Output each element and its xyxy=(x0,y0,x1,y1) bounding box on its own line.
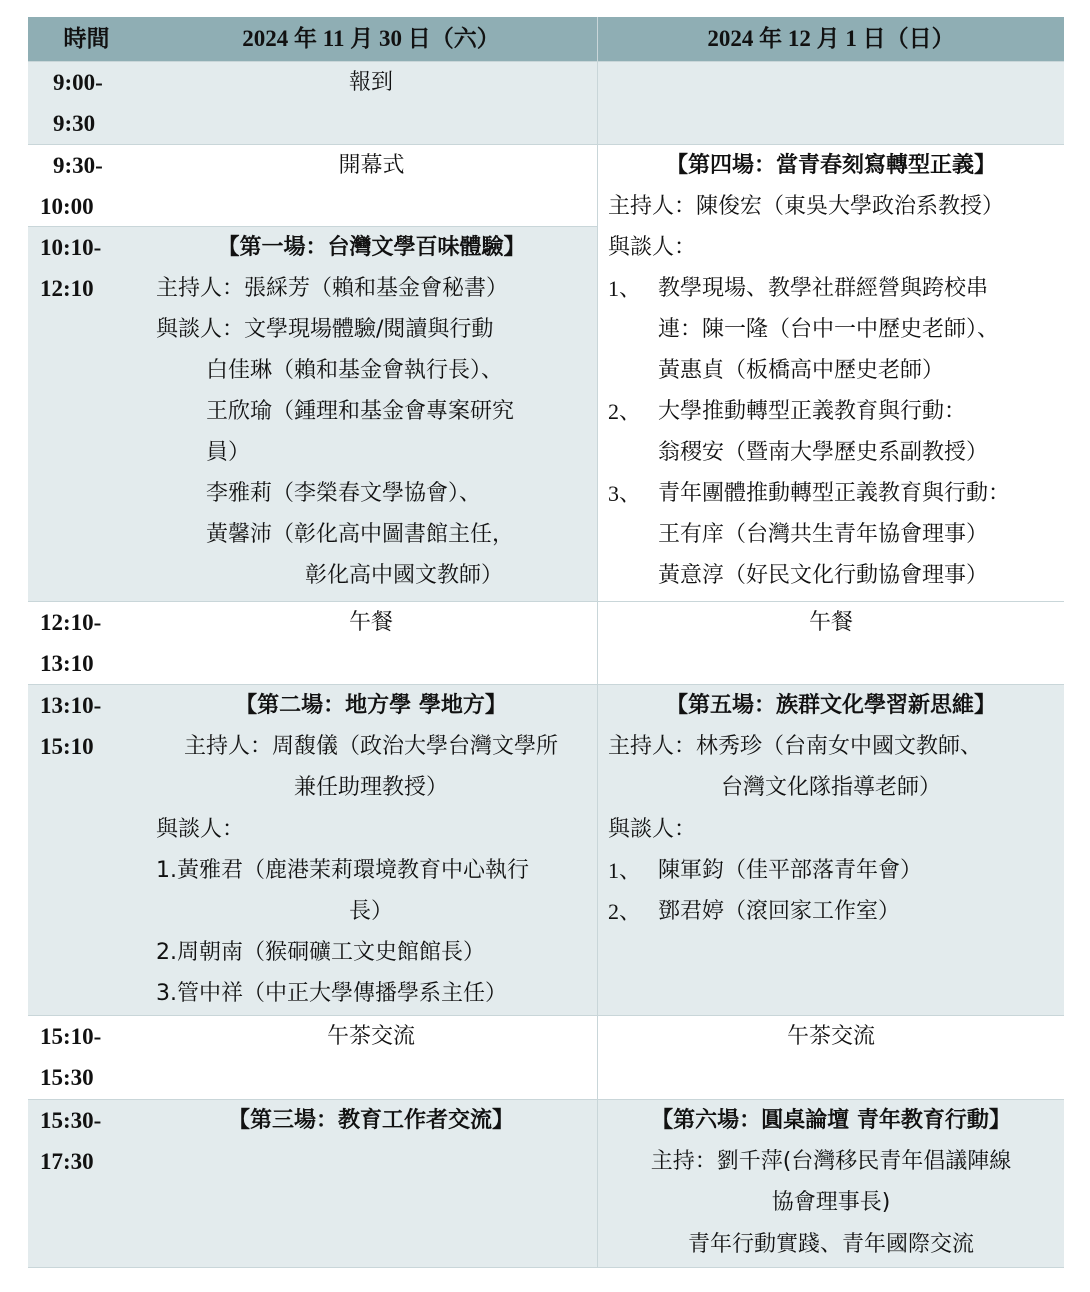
session-3-title: 【第三場：教育工作者交流】 xyxy=(227,1108,514,1133)
session-2-host-cont: 兼任助理教授） xyxy=(293,775,448,801)
session-1-host: 主持人：張綵芳（賴和基金會秘書） xyxy=(156,276,509,301)
table-row xyxy=(28,1100,1064,1268)
day1-cell xyxy=(145,62,598,144)
session-5-panel-label: 與談人： xyxy=(608,816,697,842)
time-end: 15:30 xyxy=(40,1065,94,1091)
session-5-panelist: 陳軍鈞（佳平部落青年會） xyxy=(658,857,923,883)
session-4-item-cont: 王有庠（台灣共生青年協會理事） xyxy=(658,522,989,547)
time-cell xyxy=(28,685,145,1015)
session-2-title: 【第二場：地方學 學地方】 xyxy=(235,693,507,718)
session-2-panelist: 2.周朝南（猴硐礦工文史館館長） xyxy=(156,940,485,966)
registration-label: 報到 xyxy=(348,70,393,95)
time-start: 12:10- xyxy=(40,610,102,635)
time-cell xyxy=(28,1100,145,1267)
time-end: 12:10 xyxy=(40,276,94,301)
session-6-host: 主持：劉千萍(台灣移民青年倡議陣線 xyxy=(650,1149,1012,1175)
list-number: 1、 xyxy=(608,857,642,883)
session-2-host: 主持人：周馥儀（政治大學台灣文學所 xyxy=(183,734,558,760)
header-day2: 2024 年 12 月 1 日（日） xyxy=(707,26,955,51)
list-number: 3、 xyxy=(608,481,642,506)
session-block-morning xyxy=(28,145,1064,602)
table-header-row xyxy=(28,17,1064,62)
time-end: 17:30 xyxy=(40,1149,94,1175)
time-cell xyxy=(28,62,145,144)
session-1-panelist: 李雅莉（李榮春文學協會）、 xyxy=(206,481,482,506)
session-1-panelist: 白佳琳（賴和基金會執行長）、 xyxy=(206,358,504,383)
table-row xyxy=(28,602,1064,685)
time-start: 15:10- xyxy=(40,1024,102,1049)
session-5-host-cont: 台灣文化隊指導老師） xyxy=(720,775,941,801)
header-time: 時間 xyxy=(63,26,110,51)
time-start: 15:30- xyxy=(40,1108,102,1133)
day1-cell xyxy=(145,685,598,1015)
session-4-host: 主持人：陳俊宏（東吳大學政治系教授） xyxy=(608,194,1005,219)
session-4-item-cont: 翁稷安（暨南大學歷史系副教授） xyxy=(658,440,989,465)
session-4-item: 教學現場、教學社群經營與跨校串 xyxy=(658,276,989,301)
session-2-panelist: 1.黃雅君（鹿港茉莉環境教育中心執行 xyxy=(156,857,529,883)
tea-break-label: 午茶交流 xyxy=(786,1024,875,1049)
day1-cell xyxy=(145,1016,598,1099)
header-day1: 2024 年 11 月 30 日（六） xyxy=(145,17,598,61)
time-end: 13:10 xyxy=(40,651,94,677)
session-2-panel-label: 與談人： xyxy=(156,816,245,842)
session-5-panelist: 鄧君婷（滾回家工作室） xyxy=(658,898,901,924)
session-1-panelist-cont: 彰化高中國文教師） xyxy=(305,563,504,588)
table-row xyxy=(28,1016,1064,1100)
session-6-topic: 青年行動實踐、青年國際交流 xyxy=(687,1231,974,1257)
session-6-title: 【第六場：圓桌論壇 青年教育行動】 xyxy=(651,1108,1011,1133)
table-row xyxy=(28,685,1064,1016)
time-cell xyxy=(28,1016,145,1099)
session-4-title: 【第四場：當青春刻寫轉型正義】 xyxy=(665,153,996,178)
session-4-item-cont: 連：陳一隆（台中一中歷史老師）、 xyxy=(658,317,1000,342)
time-start: 9:00- xyxy=(53,70,103,95)
session-1-panelist-cont: 員） xyxy=(206,440,251,465)
time-end: 9:30 xyxy=(53,111,96,137)
time-start: 10:10- xyxy=(40,235,102,260)
day2-cell xyxy=(598,685,1064,1015)
tea-break-label: 午茶交流 xyxy=(326,1024,415,1049)
session-5-title: 【第五場：族群文化學習新思維】 xyxy=(665,693,996,718)
day2-cell xyxy=(598,62,1064,144)
day1-cell xyxy=(145,602,598,684)
list-item xyxy=(598,891,1064,932)
day2-cell xyxy=(598,1100,1064,1267)
time-start: 9:30- xyxy=(53,153,103,178)
session-1-panelist: 王欣瑜（鍾理和基金會專案研究 xyxy=(206,399,515,424)
session-4-item: 青年團體推動轉型正義教育與行動： xyxy=(658,481,1011,506)
time-end: 10:00 xyxy=(40,194,94,219)
time-start: 13:10- xyxy=(40,693,102,718)
session-2-panelist: 3.管中祥（中正大學傳播學系主任） xyxy=(156,981,507,1007)
opening-ceremony-label: 開幕式 xyxy=(338,153,405,178)
day2-cell xyxy=(598,1016,1064,1099)
table-row xyxy=(28,62,1064,145)
session-4-item: 大學推動轉型正義教育與行動： xyxy=(658,399,967,424)
session-2-panelist-cont: 長） xyxy=(348,898,393,924)
day2-cell xyxy=(598,602,1064,684)
time-cell xyxy=(28,602,145,684)
list-number: 1、 xyxy=(608,276,642,301)
session-1-panelist: 黃馨沛（彰化高中圖書館主任， xyxy=(206,522,515,547)
time-end: 15:10 xyxy=(40,734,94,760)
day1-cell xyxy=(145,1100,598,1267)
lunch-label: 午餐 xyxy=(808,610,853,635)
list-number: 2、 xyxy=(608,898,642,924)
list-number: 2、 xyxy=(608,399,642,424)
session-1-title: 【第一場：台灣文學百味體驗】 xyxy=(217,235,526,260)
session-4-item-cont: 黃惠貞（板橋高中歷史老師） xyxy=(658,358,945,383)
session-5-host: 主持人：林秀珍（台南女中國文教師、 xyxy=(608,734,983,760)
list-item xyxy=(598,850,1064,891)
session-1-panel-label: 與談人：文學現場體驗/閱讀與行動 xyxy=(156,317,494,342)
session-4-item-cont: 黃意淳（好民文化行動協會理事） xyxy=(658,563,989,588)
schedule-table xyxy=(28,17,1064,1268)
session-6-host-cont: 協會理事長) xyxy=(771,1190,891,1216)
lunch-label: 午餐 xyxy=(348,610,393,635)
session-4-panel-label: 與談人： xyxy=(608,235,697,260)
